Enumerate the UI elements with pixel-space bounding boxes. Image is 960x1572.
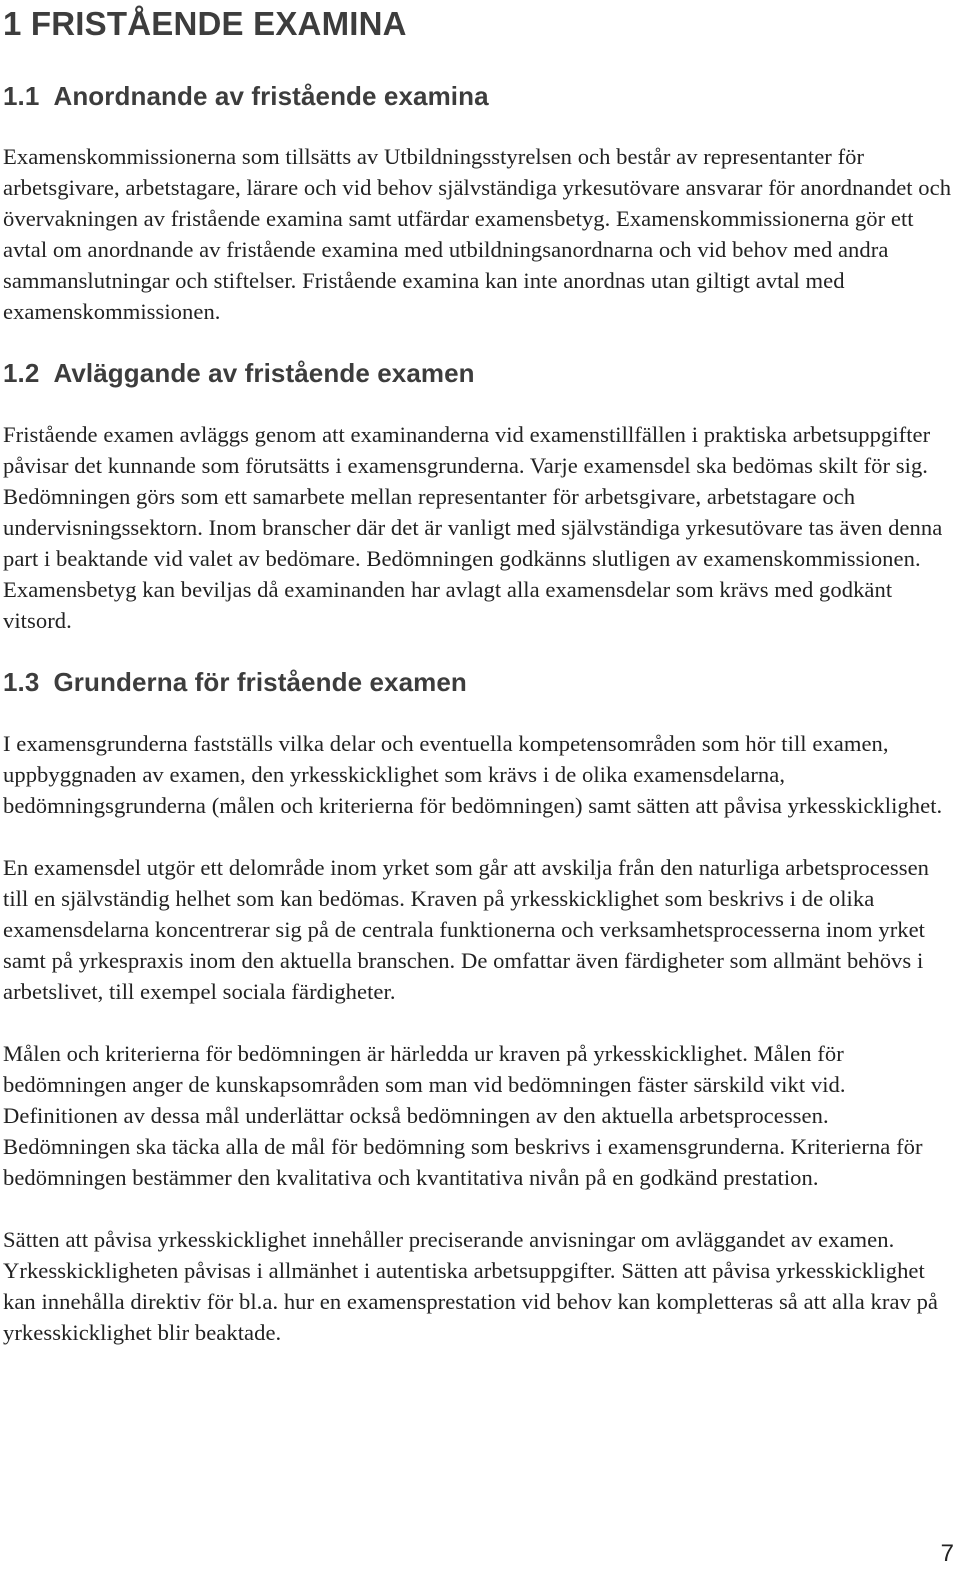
page-number: 7 (940, 1540, 954, 1567)
section-number: 1.1 (3, 81, 40, 111)
section-title: Avläggande av fristående examen (53, 358, 475, 388)
paragraph: En examensdel utgör ett delområde inom yrket som går att avskilja från den naturliga arbetsprocessen till en självständig helhet som kan bedömas. Kraven på yrkesskicklighet som beskrivs i de olika examensdelarna koncentrerar sig på de centrala funktionerna och verksamhetsprocesserna inom yrket samt på yrkespraxis inom den aktuella branschen. De omfattar även färdigheter som allmänt behövs i arbetslivet, till exempel sociala färdigheter. (3, 855, 930, 1004)
document-page (3, 0, 957, 1348)
paragraph: Examenskommissionerna som tillsätts av Utbildningsstyrelsen och består av representanter för arbetsgivare, arbetstagare, lärare och vid behov självständiga yrkesutövare ansvarar för anordnandet och övervakningen av fristående examina samt utfärdar examensbetyg. Examenskommissionerna gör ett avtal om anordnande av fristående examina med utbildningsanordnarna och vid behov med andra sammanslutningar och stiftelser. Fristående examina kan inte anordnas utan giltigt avtal med examenskommissionen. (3, 144, 952, 324)
chapter-title: 1 FRISTÅENDE EXAMINA (3, 5, 407, 42)
section-number: 1.2 (3, 358, 40, 388)
paragraph: Sätten att påvisa yrkesskicklighet innehåller preciserande anvisningar om avläggandet av examen. Yrkesskickligheten påvisas i allmänhet i autentiska arbetsuppgifter. Sätten att påvisa yrkesskicklighet kan innehålla direktiv för bl.a. hur en examensprestation vid behov kan kompletteras så att alla krav på yrkesskicklighet blir beaktade. (3, 1227, 938, 1345)
paragraph: Målen och kriterierna för bedömningen är härledda ur kraven på yrkesskicklighet. Målen för bedömningen anger de kunskapsområden som man vid bedömningen fäster särskild vikt vid. Definitionen av dessa mål underlättar också bedömningen av den aktuella arbetsprocessen. Bedömningen ska täcka alla de mål för bedömning som beskrivs i examensgrunderna. Kriterierna för bedömningen bestämmer den kvalitativa och kvantitativa nivån på en godkänd prestation. (3, 1041, 923, 1190)
section-heading-1-2 (3, 357, 957, 389)
section-heading-1-3 (3, 666, 957, 698)
section-title: Anordnande av fristående examina (53, 81, 489, 111)
section-heading-1-1 (3, 80, 957, 112)
paragraph: Fristående examen avläggs genom att examinanderna vid examenstillfällen i praktiska arbetsuppgifter påvisar det kunnande som förutsätts i examensgrunderna. Varje examensdel ska bedömas skilt för sig. Bedömningen görs som ett samarbete mellan representanter för arbetsgivare, arbetstagare och undervisningssektorn. Inom branscher där det är vanligt med självständiga yrkesutövare tas även denna part i beaktande vid valet av bedömare. Bedömningen godkänns slutligen av examenskommissionen. Examensbetyg kan beviljas då examinanden har avlagt alla examensdelar som krävs med godkänt vitsord. (3, 422, 943, 633)
section-number: 1.3 (3, 667, 40, 697)
paragraph: I examensgrunderna fastställs vilka delar och eventuella kompetensområden som hör till examen, uppbyggnaden av examen, den yrkesskicklighet som krävs i de olika examensdelarna, bedömningsgrunderna (målen och kriterierna för bedömningen) samt sätten att påvisa yrkesskicklighet. (3, 731, 943, 818)
section-title: Grunderna för fristående examen (53, 667, 467, 697)
